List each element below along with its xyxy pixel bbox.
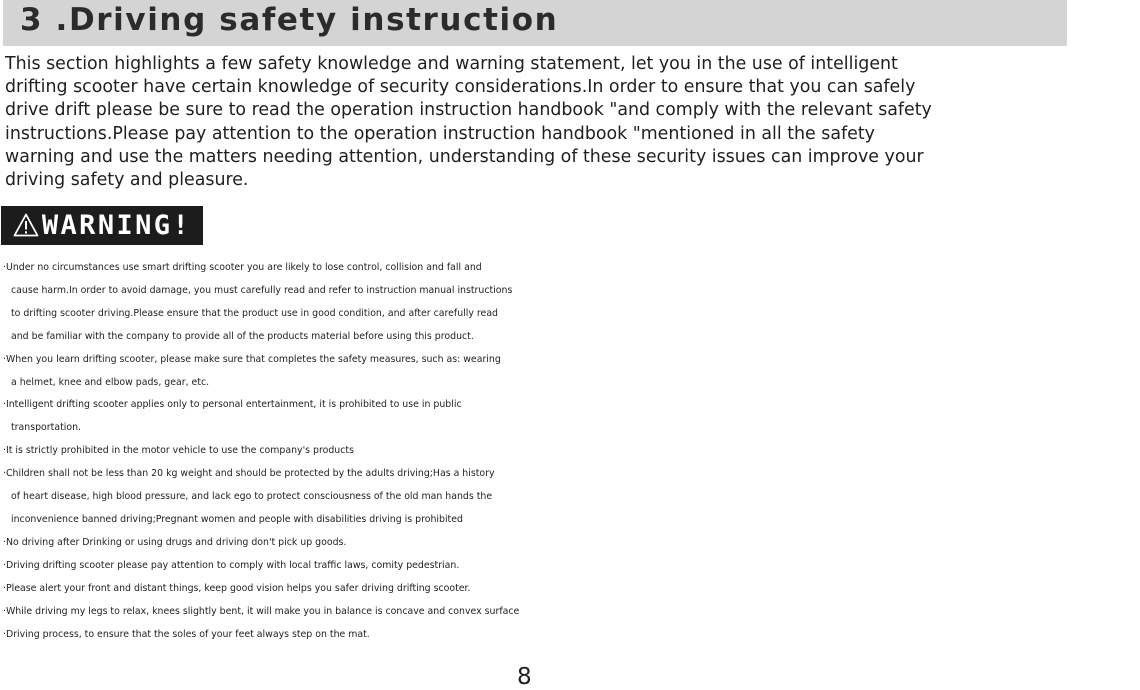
bullet-line: ·No driving after Drinking or using drugs and driving don't pick up goods. bbox=[3, 536, 347, 548]
intro-line: driving safety and pleasure. bbox=[5, 170, 249, 191]
warning-badge bbox=[1, 206, 203, 245]
bullet-line: ·When you learn drifting scooter, please make sure that completes the safety measures, such as: wearing bbox=[3, 353, 501, 365]
page-number: 8 bbox=[517, 664, 532, 690]
bullet-continuation-line: cause harm.In order to avoid damage, you must carefully read and refer to instruction manual instructions bbox=[11, 284, 513, 296]
bullet-line: ·While driving my legs to relax, knees slightly bent, it will make you in balance is concave and convex surface bbox=[3, 605, 520, 617]
bullet-line: ·Driving process, to ensure that the soles of your feet always step on the mat. bbox=[3, 628, 370, 640]
bullet-continuation-line: inconvenience banned driving;Pregnant women and people with disabilities driving is prohibited bbox=[11, 513, 463, 525]
bullet-continuation-line: a helmet, knee and elbow pads, gear, etc. bbox=[11, 376, 210, 388]
bullet-continuation-line: transportation. bbox=[11, 422, 82, 434]
bullet-continuation-line: and be familiar with the company to provide all of the products material before using this product. bbox=[11, 330, 474, 342]
safety-bullet-list bbox=[3, 257, 1140, 646]
bullet-line: ·Please alert your front and distant things, keep good vision helps you safer driving drifting scooter. bbox=[3, 582, 471, 594]
warning-label: WARNING! bbox=[41, 210, 192, 241]
intro-line: drifting scooter have certain knowledge of security considerations.In order to ensure that you can safely bbox=[5, 77, 916, 98]
bullet-line: ·Intelligent drifting scooter applies only to personal entertainment, it is prohibited to use in public bbox=[3, 399, 462, 411]
intro-line: This section highlights a few safety knowledge and warning statement, let you in the use of intelligent bbox=[5, 54, 898, 74]
intro-line: drive drift please be sure to read the operation instruction handbook "and comply with the relevant safety bbox=[5, 100, 932, 121]
warning-triangle-icon bbox=[13, 213, 39, 237]
intro-line: instructions.Please pay attention to the operation instruction handbook "mentioned in all the safety bbox=[5, 123, 875, 144]
bullet-continuation-line: to drifting scooter driving.Please ensure that the product use in good condition, and after carefully read bbox=[11, 307, 499, 319]
section-title: 3 .Driving safety instruction bbox=[20, 2, 559, 38]
intro-line: warning and use the matters needing attention, understanding of these security issues can improve your bbox=[5, 146, 924, 167]
bullet-line: ·Children shall not be less than 20 kg weight and should be protected by the adults driving;Has a history bbox=[3, 468, 495, 480]
bullet-line: ·It is strictly prohibited in the motor vehicle to use the company's products bbox=[3, 445, 354, 457]
bullet-continuation-line: of heart disease, high blood pressure, and lack ego to protect consciousness of the old man hands the bbox=[11, 491, 493, 503]
bullet-line: ·Driving drifting scooter please pay attention to comply with local traffic laws, comity pedestrian. bbox=[3, 559, 460, 571]
section-header-bar bbox=[3, 0, 1067, 46]
bullet-line: ·Under no circumstances use smart drifting scooter you are likely to lose control, collision and fall and bbox=[3, 262, 482, 273]
intro-paragraph bbox=[5, 53, 1125, 192]
